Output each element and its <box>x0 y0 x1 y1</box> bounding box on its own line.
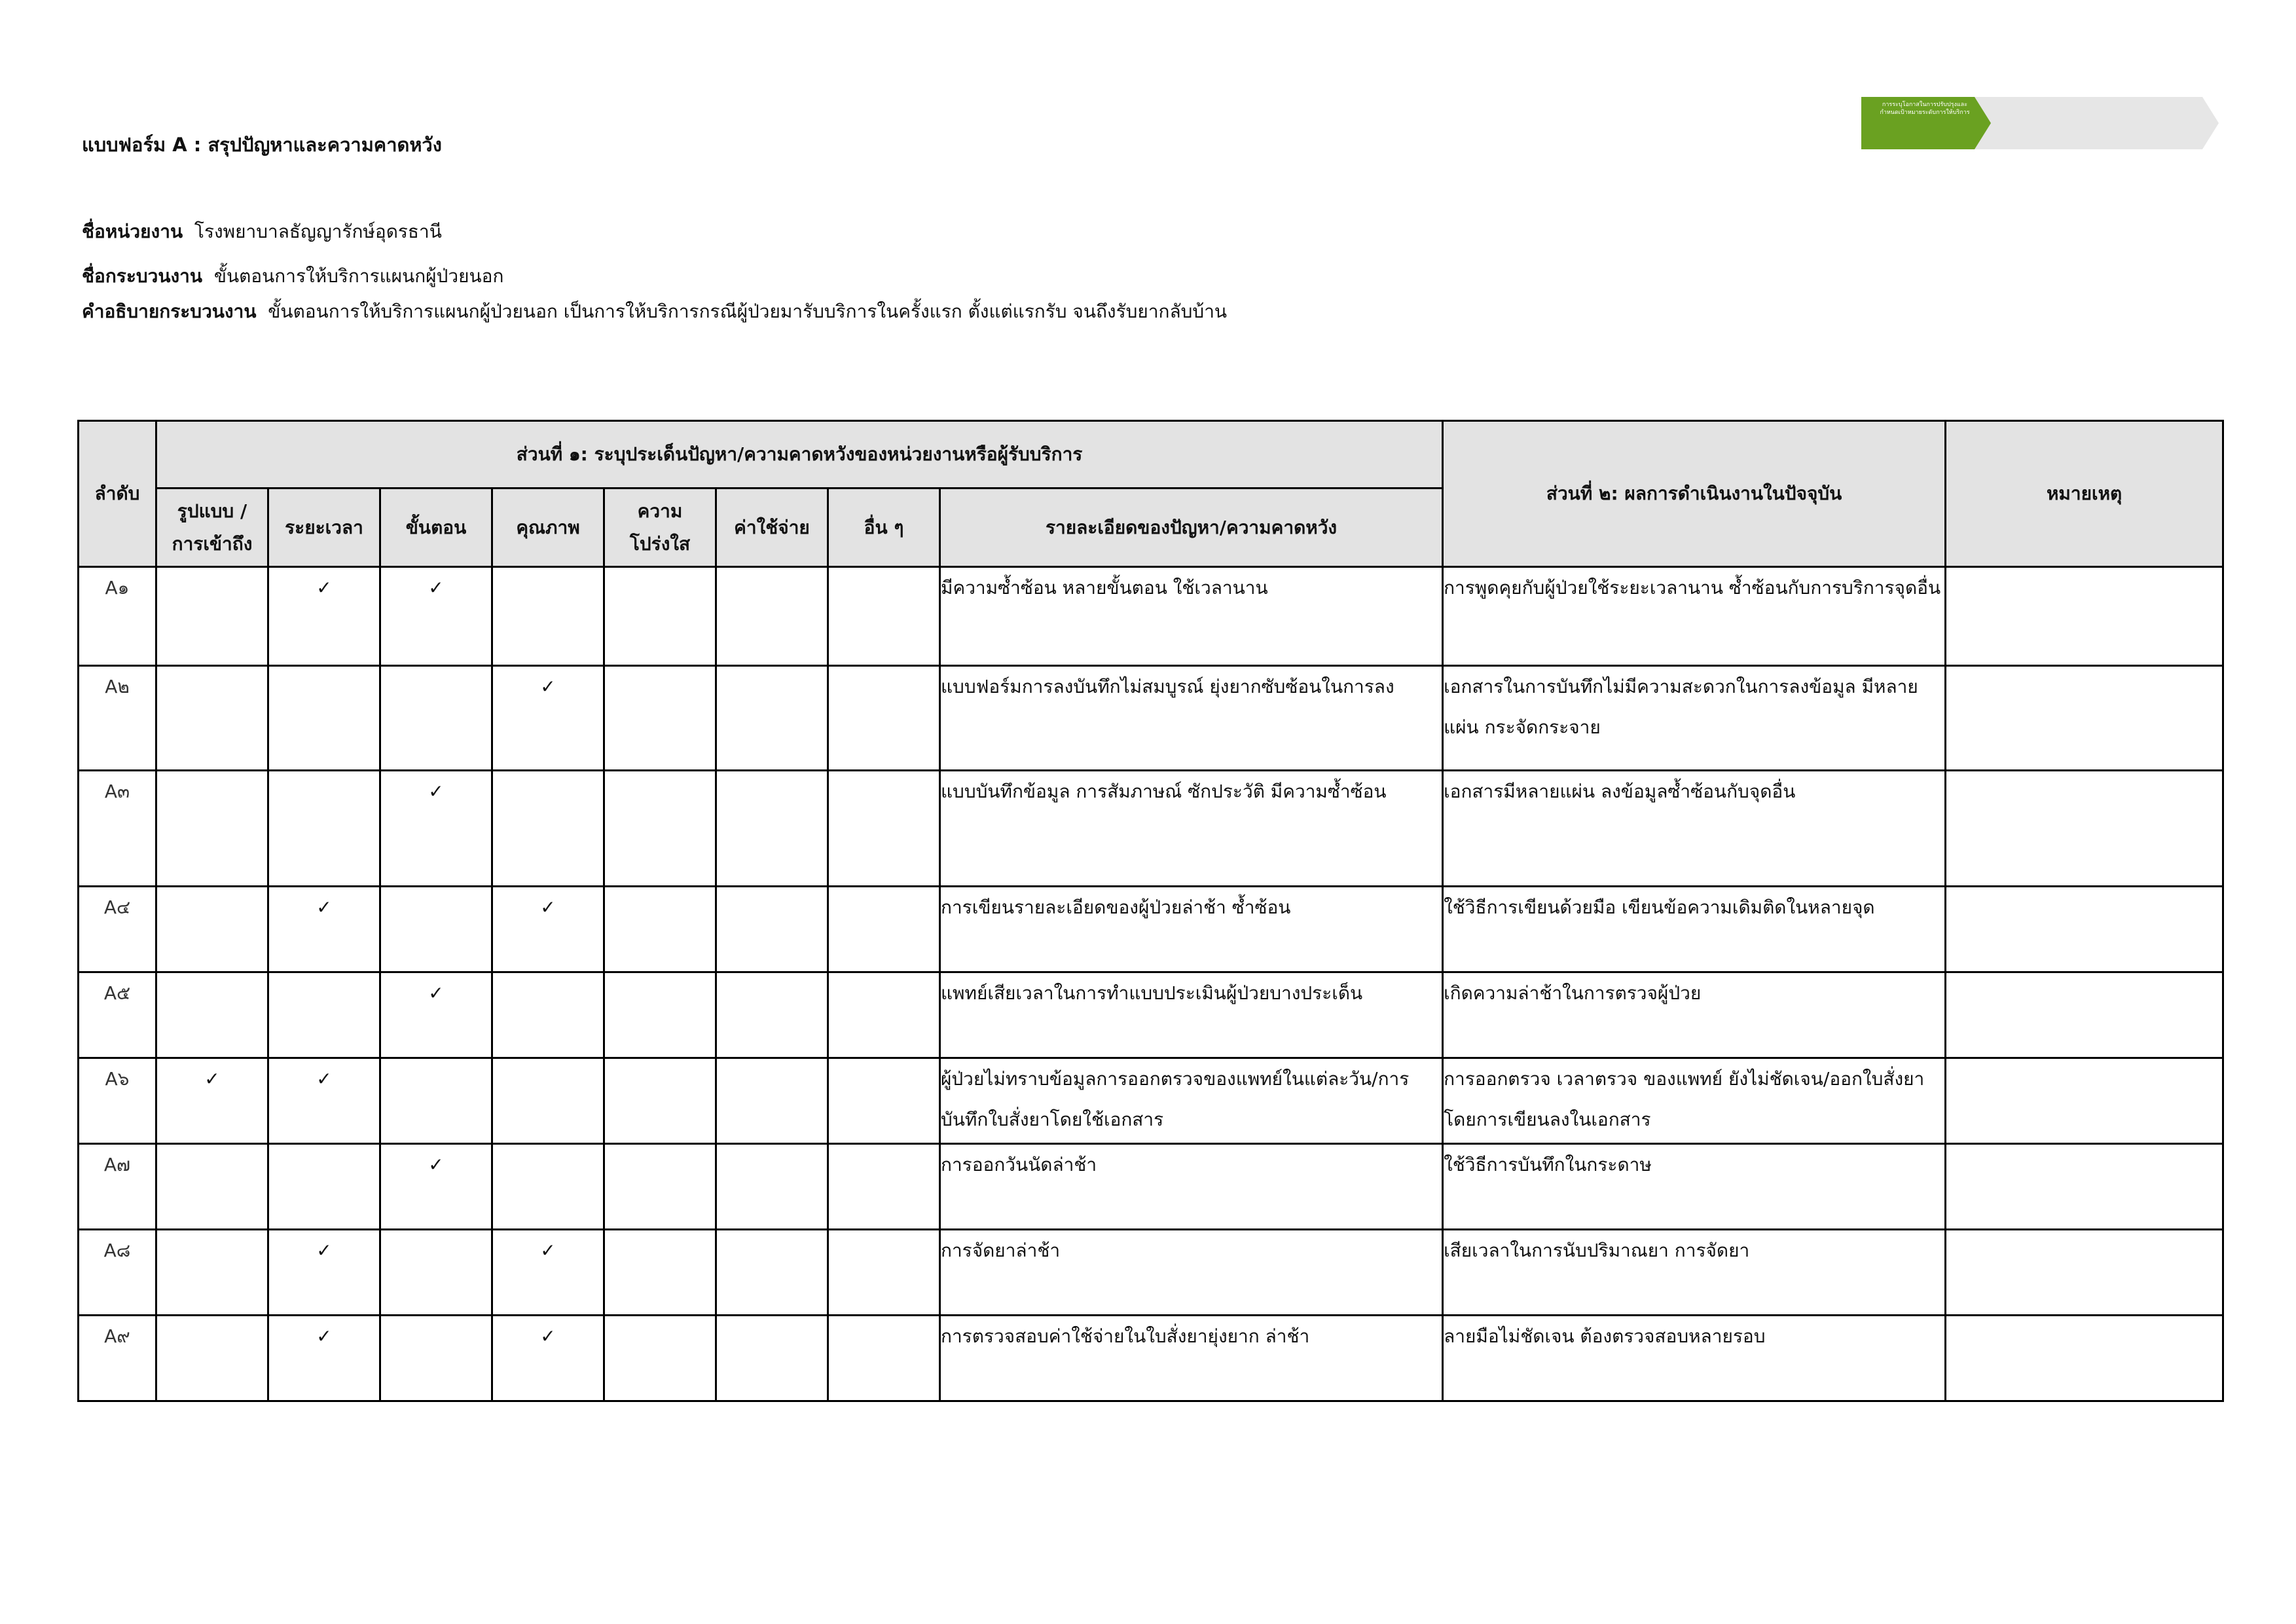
check-cell <box>716 771 828 887</box>
table-row <box>79 972 2223 1058</box>
row-result: เอกสารในการบันทึกไม่มีความสะดวกในการลงข้อมูล มีหลายแผ่น กระจัดกระจาย <box>1443 666 1946 771</box>
checkmark-icon: ✓ <box>316 1068 332 1090</box>
row-detail: มีความซ้ำซ้อน หลายขั้นตอน ใช้เวลานาน <box>940 567 1443 666</box>
table-row <box>79 1058 2223 1144</box>
check-cell <box>156 666 268 771</box>
check-cell <box>716 1058 828 1144</box>
check-cell <box>716 887 828 972</box>
row-detail: การตรวจสอบค่าใช้จ่ายในใบสั่งยายุ่งยาก ล่าช้า <box>940 1316 1443 1401</box>
row-index: A๑ <box>79 567 156 666</box>
row-result: การพูดคุยกับผู้ป่วยใช้ระยะเวลานาน ซ้ำซ้อนกับการบริการจุดอื่น <box>1443 567 1946 666</box>
check-cell <box>380 771 492 887</box>
header-detail: รายละเอียดของปัญหา/ความคาดหวัง <box>940 489 1443 567</box>
check-cell <box>380 567 492 666</box>
row-index: A๙ <box>79 1316 156 1401</box>
process-line <box>82 262 503 291</box>
check-cell <box>828 771 940 887</box>
header-access: รูปแบบ / การเข้าถึง <box>156 489 268 567</box>
unit-label: ชื่อหน่วยงาน <box>82 221 183 242</box>
check-cell <box>716 1316 828 1401</box>
header-steps: ขั้นตอน <box>380 489 492 567</box>
row-index: A๕ <box>79 972 156 1058</box>
summary-table <box>77 420 2224 1402</box>
row-remark <box>1946 1144 2223 1230</box>
checkmark-icon: ✓ <box>540 1325 556 1347</box>
row-index: A๔ <box>79 887 156 972</box>
check-cell <box>380 887 492 972</box>
row-detail: การเขียนรายละเอียดของผู้ป่วยล่าช้า ซ้ำซ้อน <box>940 887 1443 972</box>
check-cell <box>380 666 492 771</box>
check-cell <box>380 1144 492 1230</box>
check-cell <box>828 1316 940 1401</box>
check-cell <box>268 1144 380 1230</box>
form-title: แบบฟอร์ม A : สรุปปัญหาและความคาดหวัง <box>82 134 442 156</box>
header-remark: หมายเหตุ <box>1946 421 2223 567</box>
check-cell <box>492 666 604 771</box>
row-detail: แบบฟอร์มการลงบันทึกไม่สมบูรณ์ ยุ่งยากซับซ้อนในการลง <box>940 666 1443 771</box>
row-remark <box>1946 1058 2223 1144</box>
check-cell <box>492 1316 604 1401</box>
check-cell <box>268 666 380 771</box>
check-cell <box>604 1058 716 1144</box>
row-remark <box>1946 1230 2223 1316</box>
check-cell <box>156 1316 268 1401</box>
row-index: A๗ <box>79 1144 156 1230</box>
check-cell <box>156 887 268 972</box>
check-cell <box>604 972 716 1058</box>
table-row <box>79 567 2223 666</box>
row-result: เอกสารมีหลายแผ่น ลงข้อมูลซ้ำซ้อนกับจุดอื่น <box>1443 771 1946 887</box>
check-cell <box>492 771 604 887</box>
check-cell <box>268 1316 380 1401</box>
description-label: คำอธิบายกระบวนงาน <box>82 301 257 322</box>
table-row <box>79 1316 2223 1401</box>
check-cell <box>716 1230 828 1316</box>
check-cell <box>156 1058 268 1144</box>
check-cell <box>828 1144 940 1230</box>
check-cell <box>156 972 268 1058</box>
step-chevron <box>2088 97 2219 149</box>
check-cell <box>604 771 716 887</box>
check-cell <box>604 1316 716 1401</box>
checkmark-icon: ✓ <box>540 896 556 918</box>
description-line <box>82 297 1227 326</box>
check-cell <box>604 567 716 666</box>
check-cell <box>156 1144 268 1230</box>
check-cell <box>380 972 492 1058</box>
checkmark-icon: ✓ <box>428 982 444 1004</box>
checkmark-icon: ✓ <box>428 577 444 599</box>
table-row <box>79 771 2223 887</box>
check-cell <box>492 1230 604 1316</box>
check-cell <box>828 567 940 666</box>
header-cost: ค่าใช้จ่าย <box>716 489 828 567</box>
checkmark-icon: ✓ <box>316 577 332 599</box>
check-cell <box>828 972 940 1058</box>
row-result: ใช้วิธีการเขียนด้วยมือ เขียนข้อความเดิมติดในหลายจุด <box>1443 887 1946 972</box>
header-other: อื่น ๆ <box>828 489 940 567</box>
check-cell <box>156 567 268 666</box>
row-remark <box>1946 771 2223 887</box>
checkmark-icon: ✓ <box>428 1154 444 1175</box>
process-value: ขั้นตอนการให้บริการแผนกผู้ป่วยนอก <box>213 265 504 287</box>
row-detail: แพทย์เสียเวลาในการทำแบบประเมินผู้ป่วยบางประเด็น <box>940 972 1443 1058</box>
check-cell <box>828 666 940 771</box>
check-cell <box>492 567 604 666</box>
check-cell <box>604 666 716 771</box>
check-cell <box>268 1058 380 1144</box>
row-index: A๓ <box>79 771 156 887</box>
checkmark-icon: ✓ <box>540 1240 556 1261</box>
check-cell <box>492 972 604 1058</box>
check-cell <box>492 887 604 972</box>
row-index: A๒ <box>79 666 156 771</box>
checkmark-icon: ✓ <box>540 676 556 697</box>
header-index: ลำดับ <box>79 421 156 567</box>
check-cell <box>828 887 940 972</box>
unit-value: โรงพยาบาลธัญญารักษ์อุดรธานี <box>194 221 442 242</box>
check-cell <box>716 666 828 771</box>
row-remark <box>1946 887 2223 972</box>
row-remark <box>1946 972 2223 1058</box>
check-cell <box>156 771 268 887</box>
check-cell <box>492 1144 604 1230</box>
check-cell <box>604 1230 716 1316</box>
checkmark-icon: ✓ <box>316 1240 332 1261</box>
row-result: ใช้วิธีการบันทึกในกระดาษ <box>1443 1144 1946 1230</box>
step-indicator <box>1861 97 2219 149</box>
step-chevron-text: การระบุโอกาสในการปรับปรุงและกำหนดเป้าหมายระดับการให้บริการ <box>1880 101 1970 116</box>
check-cell <box>380 1058 492 1144</box>
unit-line <box>82 217 442 246</box>
checkmark-icon: ✓ <box>316 1325 332 1347</box>
row-result: ลายมือไม่ชัดเจน ต้องตรวจสอบหลายรอบ <box>1443 1316 1946 1401</box>
check-cell <box>828 1058 940 1144</box>
check-cell <box>268 887 380 972</box>
checkmark-icon: ✓ <box>428 781 444 802</box>
check-cell <box>716 567 828 666</box>
check-cell <box>492 1058 604 1144</box>
row-detail: แบบบันทึกข้อมูล การสัมภาษณ์ ซักประวัติ มีความซ้ำซ้อน <box>940 771 1443 887</box>
header-quality: คุณภาพ <box>492 489 604 567</box>
header-part1: ส่วนที่ ๑: ระบุประเด็นปัญหา/ความคาดหวังของหน่วยงานหรือผู้รับบริการ <box>156 421 1443 489</box>
row-result: เกิดความล่าช้าในการตรวจผู้ป่วย <box>1443 972 1946 1058</box>
check-cell <box>604 1144 716 1230</box>
row-remark <box>1946 666 2223 771</box>
step-chevron <box>1861 97 1992 149</box>
row-index: A๘ <box>79 1230 156 1316</box>
check-cell <box>380 1230 492 1316</box>
step-chevron <box>1975 97 2105 149</box>
row-index: A๖ <box>79 1058 156 1144</box>
check-cell <box>268 771 380 887</box>
table-row <box>79 666 2223 771</box>
header-part2: ส่วนที่ ๒: ผลการดำเนินงานในปัจจุบัน <box>1443 421 1946 567</box>
row-result: เสียเวลาในการนับปริมาณยา การจัดยา <box>1443 1230 1946 1316</box>
check-cell <box>716 972 828 1058</box>
header-time: ระยะเวลา <box>268 489 380 567</box>
header-transparency: ความ โปร่งใส <box>604 489 716 567</box>
process-label: ชื่อกระบวนงาน <box>82 265 203 287</box>
check-cell <box>156 1230 268 1316</box>
checkmark-icon: ✓ <box>316 896 332 918</box>
check-cell <box>716 1144 828 1230</box>
row-detail: การออกวันนัดล่าช้า <box>940 1144 1443 1230</box>
check-cell <box>268 567 380 666</box>
check-cell <box>380 1316 492 1401</box>
table-row <box>79 1230 2223 1316</box>
check-cell <box>268 972 380 1058</box>
row-remark <box>1946 567 2223 666</box>
row-detail: การจัดยาล่าช้า <box>940 1230 1443 1316</box>
row-detail: ผู้ป่วยไม่ทราบข้อมูลการออกตรวจของแพทย์ในแต่ละวัน/การบันทึกใบสั่งยาโดยใช้เอกสาร <box>940 1058 1443 1144</box>
checkmark-icon: ✓ <box>204 1068 220 1090</box>
description-value: ขั้นตอนการให้บริการแผนกผู้ป่วยนอก เป็นการให้บริการกรณีผู้ป่วยมารับบริการในครั้งแรก ตั้งแต่แรกรับ จนถึงรับยากลับบ้าน <box>268 301 1228 322</box>
table-row <box>79 1144 2223 1230</box>
row-result: การออกตรวจ เวลาตรวจ ของแพทย์ ยังไม่ชัดเจน/ออกใบสั่งยาโดยการเขียนลงในเอกสาร <box>1443 1058 1946 1144</box>
check-cell <box>828 1230 940 1316</box>
check-cell <box>268 1230 380 1316</box>
check-cell <box>604 887 716 972</box>
table-row <box>79 887 2223 972</box>
row-remark <box>1946 1316 2223 1401</box>
